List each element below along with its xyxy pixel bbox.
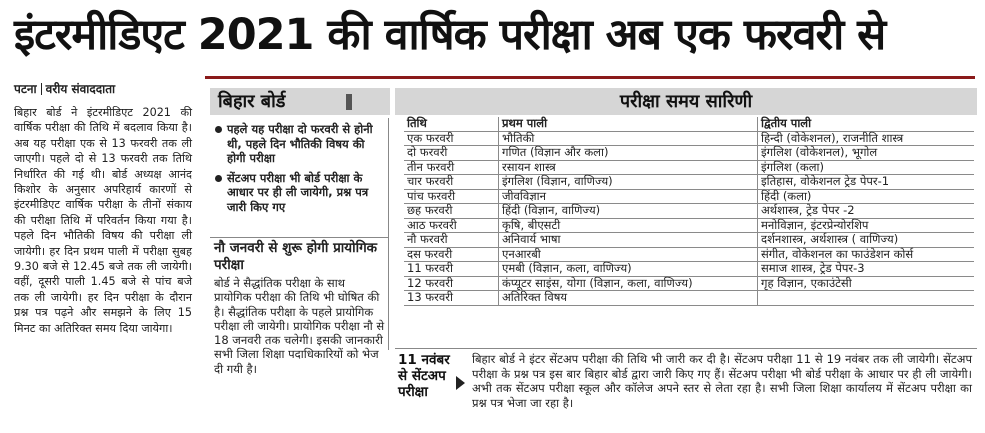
header-date: तिथि (404, 117, 499, 131)
cell-second-shift: हिंदी (कला) (758, 189, 975, 204)
table-row (404, 204, 974, 219)
cell-second-shift: समाज शास्त्र, ट्रेड पेपर-3 (758, 262, 975, 277)
exam-schedule-table (404, 117, 974, 306)
cell-first-shift: इंगलिश (विज्ञान, वाणिज्य) (499, 175, 758, 190)
table-row (404, 276, 974, 291)
cell-date: तीन फरवरी (404, 160, 499, 175)
setup-exam-body: बिहार बोर्ड ने इंटर सेंटअप परीक्षा की तिथि भी जारी कर दी है। सेंटअप परीक्षा 11 से 19 नवंबर तक ली जायेगी। सेंटअप परीक्षा के प्रश्न पत्र इस बार बिहार बोर्ड द्वारा जारी किए गए हैं। सेंटअप परीक्षा भी बोर्ड परीक्षा के आधार पर ही ली जायेगी। अभी तक सेंटअप परीक्षा स्कूल और कॉलेज अपने स्तर से लेता रहा है। सभी जिला शिक्षा कार्यालय में सेंटअप परीक्षा का प्रश्न पत्र भेजा जा रहा है। (472, 352, 972, 411)
cell-date: नौ फरवरी (404, 233, 499, 248)
cell-second-shift (758, 291, 975, 306)
table-row (404, 131, 974, 146)
practical-exam-section (214, 240, 386, 376)
table-row (404, 160, 974, 175)
cell-second-shift: दर्शनशास्त्र, अर्थशास्त्र ( वाणिज्य) (758, 233, 975, 248)
table-row (404, 233, 974, 248)
cell-date: 11 फरवरी (404, 262, 499, 277)
table-header-row (404, 117, 974, 131)
title-marker (346, 94, 352, 110)
table-row (404, 247, 974, 262)
cell-date: छह फरवरी (404, 204, 499, 219)
cell-first-shift: अतिरिक्त विषय (499, 291, 758, 306)
cell-first-shift: हिंदी (विज्ञान, वाणिज्य) (499, 204, 758, 219)
header-second-shift: द्वितीय पाली (758, 117, 975, 131)
left-article (14, 105, 192, 336)
cell-second-shift: अर्थशास्त्र, ट्रेड पेपर -2 (758, 204, 975, 219)
table-row (404, 146, 974, 161)
left-article-text: बिहार बोर्ड ने इंटरमीडिएट 2021 की वार्षिक परीक्षा की तिथि में बदलाव किया है। अब यह परीक्षा एक से 13 फरवरी तक ली जाएगी। पहले दो से 13 फरवरी तक तिथि निर्धारित की गई थी। बोर्ड अध्यक्ष आनंद किशोर के अनुसार अपरिहार्य कारणों से इंटरमीडिएट वार्षिक परीक्षा के तीनों संकाय की परीक्षा तिथि में परिवर्तन किया गया है। पहले दिन भौतिकी विषय की परीक्षा ली जायेगी। हर दिन प्रथम पाली में परीक्षा सुबह 9.30 बजे से 12.45 बजे तक ली जायेगी। वहीं, दूसरी पाली 1.45 बजे से पांच बजे तक ली जायेगी। हर दिन परीक्षा के दौरान प्रश्न पत्र पढ़ने और समझने के लिए 15 मिनट का अतिरिक्त समय दिया जायेगा। (14, 106, 192, 335)
cell-second-shift: संगीत, वोकेशनल का फाउंडेशन कोर्स (758, 247, 975, 262)
cell-first-shift: एनआरबी (499, 247, 758, 262)
cell-date: आठ फरवरी (404, 218, 499, 233)
practical-heading: नौ जनवरी से शुरू होगी प्रायोगिक परीक्षा (214, 240, 378, 273)
cell-second-shift: गृह विज्ञान, एकाउंटेसी (758, 276, 975, 291)
arrow-right-icon (456, 376, 465, 390)
cell-second-shift: इंगलिश (कला) (758, 160, 975, 175)
cell-date: 12 फरवरी (404, 276, 499, 291)
header-first-shift: प्रथम पाली (499, 117, 758, 131)
table-row (404, 175, 974, 190)
cell-second-shift: इंगलिश (वोकेशनल), भूगोल (758, 146, 975, 161)
bihar-bullets (214, 122, 384, 220)
byline-place: पटना (14, 82, 37, 96)
cell-second-shift: इतिहास, वोकेशनल ट्रेड पेपर-1 (758, 175, 975, 190)
schedule-title: परीक्षा समय सारिणी (395, 88, 977, 115)
cell-date: चार फरवरी (404, 175, 499, 190)
section-divider (210, 237, 388, 238)
top-rule (205, 76, 975, 79)
cell-second-shift: हिन्दी (वोकेशनल), राजनीति शास्त्र (758, 131, 975, 146)
cell-first-shift: गणित (विज्ञान और कला) (499, 146, 758, 161)
cell-first-shift: कृषि, बीएसटी (499, 218, 758, 233)
byline-reporter: वरीय संवाददाता (45, 82, 116, 96)
cell-first-shift: अनिवार्य भाषा (499, 233, 758, 248)
byline-separator (41, 83, 42, 95)
cell-first-shift: रसायन शास्त्र (499, 160, 758, 175)
table-row (404, 291, 974, 306)
setup-exam-heading: 11 नवंबर से सेंटअप परीक्षा (398, 352, 450, 400)
bihar-board-title: बिहार बोर्ड (210, 88, 390, 115)
cell-date: दस फरवरी (404, 247, 499, 262)
cell-date: 13 फरवरी (404, 291, 499, 306)
setup-exam-section (472, 352, 972, 411)
practical-body: बोर्ड ने सैद्धांतिक परीक्षा के साथ प्रायोगिक परीक्षा की तिथि भी घोषित की है। सैद्धांतिक परीक्षा के पहले प्रायोगिक परीक्षा ली जायेगी। प्रायोगिक परीक्षा नौ से 18 जनवरी तक चलेगी। इसकी जानकारी सभी जिला शिक्षा पदाधिकारियों को भेज दी गयी है। (214, 276, 385, 376)
byline (14, 80, 115, 97)
bullet-item: सेंटअप परीक्षा भी बोर्ड परीक्षा के आधार पर ही ली जायेगी, प्रश्न पत्र जारी किए गए (214, 171, 384, 215)
cell-first-shift: जीवविज्ञान (499, 189, 758, 204)
table-row (404, 262, 974, 277)
bullet-item: पहले यह परीक्षा दो फरवरी से होनी थी, पहले दिन भौतिकी विषय की होगी परीक्षा (214, 122, 384, 166)
table-row (404, 218, 974, 233)
cell-second-shift: मनोविज्ञान, इंटरप्रेन्योरशिप (758, 218, 975, 233)
section-divider (395, 348, 977, 349)
cell-date: पांच फरवरी (404, 189, 499, 204)
column-divider (388, 118, 389, 350)
cell-first-shift: भौतिकी (499, 131, 758, 146)
cell-date: एक फरवरी (404, 131, 499, 146)
cell-date: दो फरवरी (404, 146, 499, 161)
headline: इंटरमीडिएट 2021 की वार्षिक परीक्षा अब एक फरवरी से (14, 10, 886, 60)
cell-first-shift: कंप्यूटर साइंस, योगा (विज्ञान, कला, वाणिज्य) (499, 276, 758, 291)
cell-first-shift: एमबी (विज्ञान, कला, वाणिज्य) (499, 262, 758, 277)
table-row (404, 189, 974, 204)
